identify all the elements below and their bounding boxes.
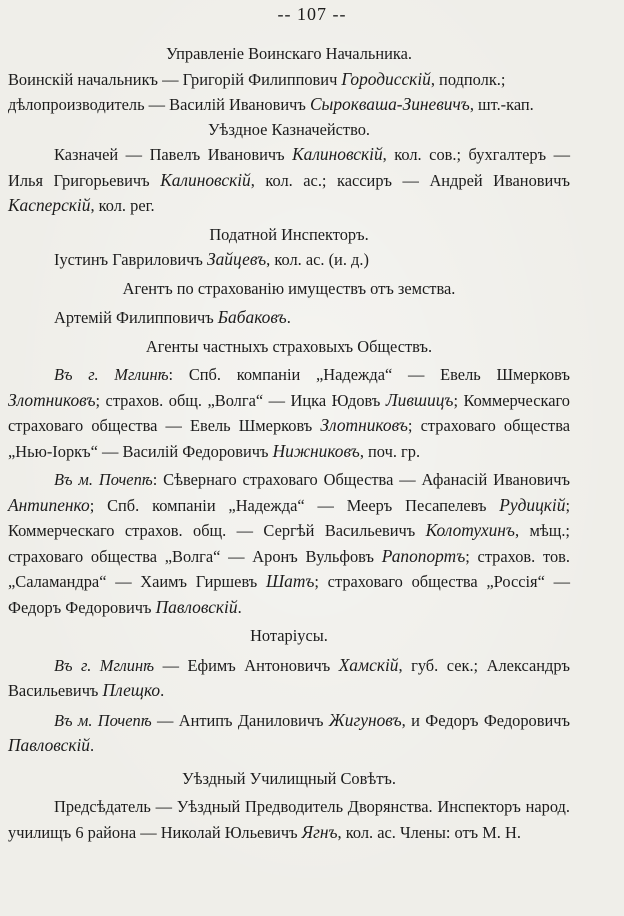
text: Казначей — Павелъ Ивановичъ [54, 145, 293, 164]
surname: Лившицъ [385, 389, 454, 410]
text: ; Спб. компаніи „Надежда“ — Мееръ Песапелевъ [89, 495, 500, 515]
paragraph-insurance-pochep [8, 468, 570, 620]
text: , и Федоръ Федоровичъ [401, 710, 570, 730]
surname: Павловскій [155, 596, 238, 617]
section-heading-military: Управленіе Воинскаго Начальника. [165, 44, 413, 63]
text: , мѣщ.; страховаго общества „Волга“ — Аронъ Вульфовъ [8, 521, 570, 566]
place-lead: Въ г. Мглинѣ [54, 655, 155, 675]
surname: Калиновскій [292, 144, 383, 164]
surname: Нижниковъ [272, 440, 360, 461]
text: ; страховаго общества „Нью-Іоркъ“ — Василій Федоровичъ [8, 416, 570, 461]
section-heading-private-insurance: Агенты частныхъ страховыхъ Обществъ. [145, 336, 433, 356]
paragraph-military-commander [8, 67, 570, 93]
text: , шт.-кап. [469, 95, 534, 114]
place-lead: Въ г. Мглинѣ [54, 365, 169, 384]
section-heading-treasury: Уѣздное Казначейство. [207, 119, 371, 139]
text: . [286, 308, 291, 327]
paragraph-insurance-mglin [8, 363, 570, 464]
text: ; Коммерческаго страхов. общ. — Сергѣй Васильевичъ [8, 495, 570, 540]
surname: Злотниковъ [8, 389, 96, 410]
text: ; страхов. тов. „Саламандра“ — Хаимъ Гиршевъ [8, 546, 570, 591]
page-number: -- 107 -- [277, 4, 347, 24]
text: . [237, 597, 242, 617]
text: , кол. сов.; бухгалтеръ — Илья Григорьевичъ [8, 145, 570, 190]
surname: Колотухинъ [425, 520, 515, 540]
paragraph-zemstvo-agent [8, 305, 570, 331]
text: Іустинъ Гавриловичъ [54, 250, 207, 269]
surname: Бабаковъ [217, 307, 287, 327]
paragraph-treasury [8, 142, 570, 219]
surname: Касперскій [8, 195, 91, 215]
surname: Сырокваша-Зиневичъ [309, 94, 470, 114]
text: , кол. ас. Члены: отъ М. Н. [337, 822, 521, 842]
surname: Городисскій [341, 68, 431, 89]
text: — Ефимъ Антоновичъ [154, 655, 339, 675]
text: , кол. рег. [90, 196, 155, 215]
text: , поч. гр. [359, 441, 421, 461]
paragraph-school-council [8, 795, 570, 845]
surname: Ягнъ [301, 821, 338, 842]
paragraph-military-clerk [8, 92, 570, 118]
surname: Шатъ [265, 571, 315, 591]
text: Артемій Филипповичъ [54, 308, 218, 327]
paragraph-notaries-pochep [8, 708, 570, 759]
text: — Антипъ Даниловичъ [151, 710, 329, 730]
text: . [90, 736, 95, 755]
surname: Калиновскій [160, 169, 251, 190]
text: ; страхов. общ. „Волга“ — Ицка Юдовъ [95, 390, 386, 410]
surname: Злотниковъ [320, 415, 408, 435]
text: , подполк.; [430, 69, 506, 89]
text: . [160, 681, 165, 700]
surname: Рудицкій [499, 494, 566, 515]
text: : Сѣвернаго страховаго Общества — Афанасій Ивановичъ [152, 470, 570, 489]
surname: Павловскій [8, 735, 90, 755]
text: Воинскій начальникъ — Григорій Филиппович [8, 69, 342, 89]
text: ; Коммерческаго страховаго общества — Евель Шмерковъ [8, 390, 570, 435]
place-lead: Въ м. Почепѣ [54, 710, 152, 730]
surname: Зайцевъ [206, 249, 267, 269]
text: ; страховаго общества „Россія“ — Федоръ Федоровичъ [8, 572, 570, 617]
page-content [8, 42, 570, 845]
surname: Хамскій [338, 654, 399, 675]
section-heading-notaries: Нотаріусы. [250, 626, 328, 645]
text: Предсѣдатель — Уѣздный Предводитель Дворянства. Инспекторъ народ. училищъ 6 района — Николай Юльевичъ [8, 797, 570, 842]
section-heading-tax-inspector: Податной Инспекторъ. [209, 224, 369, 244]
surname: Плещко [102, 680, 161, 700]
section-heading-school-council: Уѣздный Училищный Совѣтъ. [181, 768, 397, 788]
paragraph-tax-inspector [8, 247, 570, 273]
place-lead: Въ м. Почепѣ [54, 470, 153, 489]
section-heading-zemstvo-agent: Агентъ по страхованію имуществъ отъ земства. [122, 278, 456, 298]
surname: Антипенко [8, 494, 90, 515]
text: , губ. сек.; Александръ Васильевичъ [8, 655, 571, 700]
surname: Рапопортъ [381, 545, 466, 566]
text: , кол. ас. (и. д.) [266, 250, 369, 269]
text: : Спб. компаніи „Надежда“ — Евель Шмерковъ [168, 365, 570, 384]
paragraph-notaries-mglin [8, 653, 570, 704]
surname: Жигуновъ [328, 709, 402, 730]
text: дѣлопроизводитель — Василій Ивановичъ [8, 95, 310, 114]
text: , кол. ас.; кассиръ — Андрей Ивановичъ [250, 170, 570, 190]
